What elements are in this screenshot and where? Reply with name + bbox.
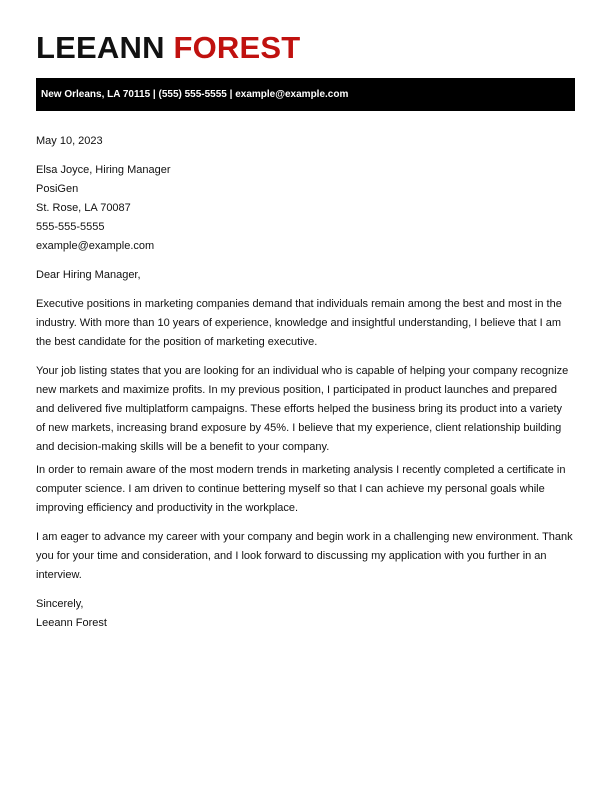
sign-off <box>36 595 576 633</box>
paragraph-line: industry. With more than 10 years of experience, knowledge and insightful understanding, I believe that I am <box>36 317 562 329</box>
letter-date: May 10, 2023 <box>36 135 103 147</box>
paragraph-experience <box>36 362 576 457</box>
signature-name: Leeann Forest <box>36 617 107 629</box>
closing-phrase: Sincerely, <box>36 598 84 610</box>
paragraph-closing <box>36 528 576 585</box>
paragraph-line: computer science. I am driven to continue bettering myself so that I can achieve my personal goals while <box>36 483 545 495</box>
paragraph-line: of new markets, increasing brand exposure by 45%. I believe that my experience, client relationship building <box>36 422 562 434</box>
recipient-block <box>36 161 576 256</box>
paragraph-line: interview. <box>36 569 82 581</box>
paragraph-line: you for your time and consideration, and I look forward to discussing my application with you further in an <box>36 550 547 562</box>
applicant-name <box>36 30 300 66</box>
recipient-name: Elsa Joyce, Hiring Manager <box>36 164 171 176</box>
contact-info: New Orleans, LA 70115 | (555) 555-5555 | example@example.com <box>41 89 349 100</box>
recipient-city: St. Rose, LA 70087 <box>36 202 131 214</box>
recipient-company: PosiGen <box>36 183 79 195</box>
applicant-first-name: LEEANN <box>36 30 165 65</box>
paragraph-line: improving efficiency and productivity in the workplace. <box>36 502 299 514</box>
contact-bar <box>36 78 575 111</box>
recipient-phone: 555-555-5555 <box>36 221 105 233</box>
paragraph-line: the best candidate for the position of marketing executive. <box>36 336 318 348</box>
paragraph-line: new markets and maximize profits. In my previous position, I participated in product launches and prepared <box>36 384 557 396</box>
paragraph-line: and decision-making skills will be a benefit to your company. <box>36 441 330 453</box>
paragraph-line: Your job listing states that you are looking for an individual who is capable of helping your company recognize <box>36 365 569 377</box>
paragraph-line: I am eager to advance my career with your company and begin work in a challenging new environment. Thank <box>36 531 573 543</box>
applicant-last-name: FOREST <box>173 30 301 65</box>
paragraph-intro <box>36 295 576 352</box>
paragraph-education <box>36 461 576 518</box>
salutation: Dear Hiring Manager, <box>36 269 141 281</box>
paragraph-line: In order to remain aware of the most modern trends in marketing analysis I recently completed a certificate in <box>36 464 566 476</box>
paragraph-line: Executive positions in marketing companies demand that individuals remain among the best and most in the <box>36 298 562 310</box>
recipient-email: example@example.com <box>36 240 155 252</box>
paragraph-line: and delivered five multiplatform campaigns. These efforts helped the business bring its product into a variety <box>36 403 563 415</box>
